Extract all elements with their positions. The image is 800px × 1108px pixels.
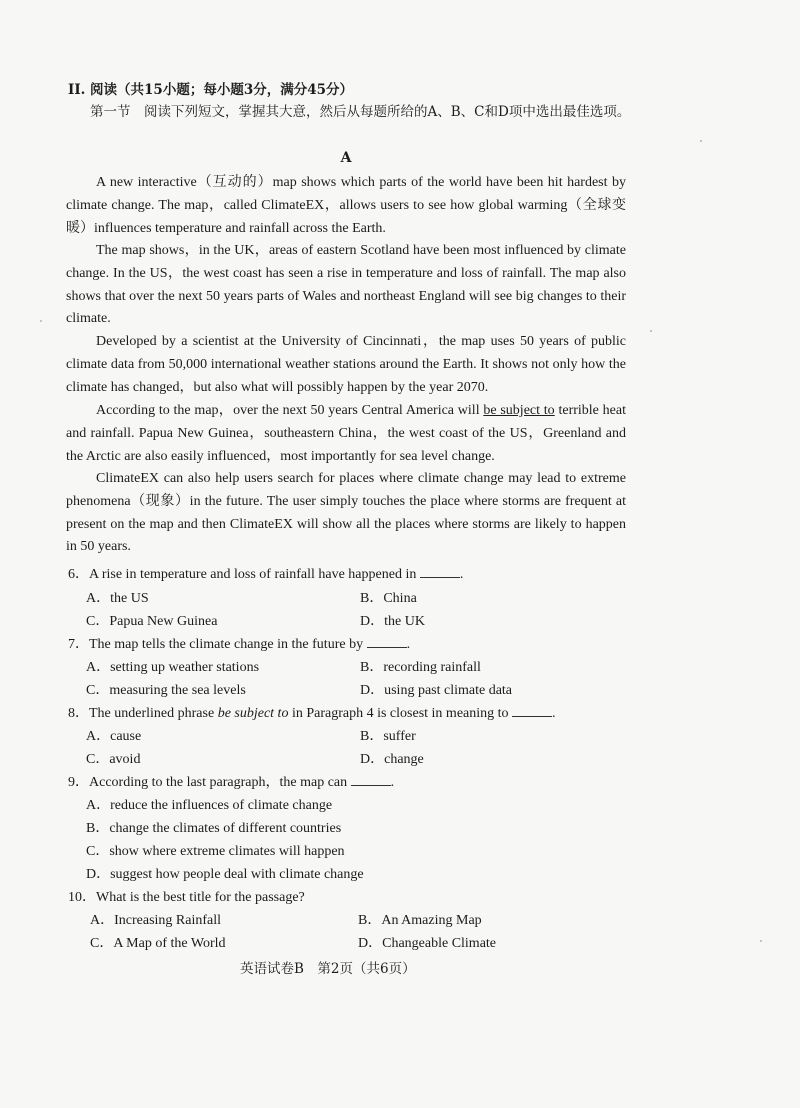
question-9 bbox=[68, 771, 394, 791]
paragraph-2: The map shows，in the UK，areas of eastern Scotland have been most influenced by climate change. In the US，the west coast has seen a rise in temperature and loss of rainfall. The map also shows that over the next 50 years parts of Wales and northeast England will see big changes to their climate. bbox=[66, 243, 626, 327]
scan-speck bbox=[700, 140, 702, 142]
q6-option-a: A．the US bbox=[86, 591, 149, 606]
answer-blank bbox=[351, 773, 391, 786]
question-8 bbox=[68, 702, 556, 722]
p4-text-before: According to the map，over the next 50 years Central America will bbox=[96, 403, 484, 418]
q10-option-d: D．Changeable Climate bbox=[358, 936, 497, 951]
q7-option-d: D．using past climate data bbox=[360, 683, 513, 698]
q6-end: . bbox=[459, 567, 464, 582]
q9-option-d: D．suggest how people deal with climate change bbox=[86, 867, 364, 882]
q9-option-a: A．reduce the influences of climate change bbox=[86, 798, 333, 813]
paragraph-5: ClimateEX can also help users search for places where climate change may lead to extreme phenomena（现象）in the future. The user simply touches the place where storms are frequent at present on the map and then ClimateEX will show all the places where storms are likely to happen in 50 years. bbox=[66, 471, 626, 555]
question-7 bbox=[68, 633, 410, 653]
q9-option-c: C．show where extreme climates will happen bbox=[86, 844, 345, 859]
p4-text-after: terrible heat and rainfall. Papua New Guinea，southeastern China，the west coast of the US，Greenland and the Arctic are also easily influenced，most importantly for sea level change. bbox=[66, 403, 626, 464]
section-instructions: 第一节 阅读下列短文，掌握其大意，然后从每题所给的A、B、C和D项中选出最佳选项。 bbox=[90, 104, 631, 120]
q8-option-c: C．avoid bbox=[86, 752, 141, 767]
passage-letter: A bbox=[340, 150, 352, 166]
q9-option-b: B．change the climates of different countries bbox=[86, 821, 342, 836]
q7-option-b: B．recording rainfall bbox=[360, 660, 481, 675]
page-footer: 英语试卷B 第2页（共6页） bbox=[240, 961, 416, 977]
scan-speck bbox=[40, 320, 42, 322]
q6-option-b: B．China bbox=[360, 591, 417, 606]
q10-option-c: C．A Map of the World bbox=[90, 936, 226, 951]
paragraph-4 bbox=[66, 400, 626, 468]
answer-blank bbox=[367, 635, 407, 648]
q7-option-c: C．measuring the sea levels bbox=[86, 683, 246, 698]
paragraph-1: A new interactive（互动的）map shows which parts of the world have been hit hardest by climate change. The map，called ClimateEX，allows users to see how global warming（全球变暖）influences temperature and rainfall across the Earth. bbox=[66, 175, 626, 236]
q9-end: . bbox=[390, 775, 395, 790]
paragraph-3: Developed by a scientist at the University of Cincinnati，the map uses 50 years of public climate data from 50,000 international weather stations around the Earth. It shows not only how the climate has changed，but also what will possibly happen by the year 2070. bbox=[66, 334, 626, 395]
q8-option-d: D．change bbox=[360, 752, 424, 767]
q10-option-b: B．An Amazing Map bbox=[358, 913, 482, 928]
question-10: 10．What is the best title for the passage? bbox=[68, 890, 305, 905]
q6-option-c: C．Papua New Guinea bbox=[86, 614, 218, 629]
answer-blank bbox=[512, 704, 552, 717]
q6-stem: 6．A rise in temperature and loss of rainfall have happened in bbox=[68, 567, 417, 582]
answer-blank bbox=[420, 565, 460, 578]
q10-option-a: A．Increasing Rainfall bbox=[90, 913, 222, 928]
q8-stem-phrase: be subject to bbox=[217, 706, 289, 721]
q7-option-a: A．setting up weather stations bbox=[86, 660, 260, 675]
q9-stem: 9．According to the last paragraph，the map can bbox=[68, 775, 348, 790]
question-6 bbox=[68, 563, 463, 583]
scan-speck bbox=[760, 940, 762, 942]
q8-stem-b: in Paragraph 4 is closest in meaning to bbox=[288, 706, 509, 721]
q8-option-a: A．cause bbox=[86, 729, 142, 744]
q8-stem-a: 8．The underlined phrase bbox=[68, 706, 218, 721]
q8-option-b: B．suffer bbox=[360, 729, 416, 744]
q7-stem: 7．The map tells the climate change in the future by bbox=[68, 637, 364, 652]
q6-option-d: D．the UK bbox=[360, 614, 425, 629]
section-title: II. 阅读（共15小题；每小题3分，满分45分） bbox=[68, 82, 353, 98]
underlined-phrase: be subject to bbox=[483, 403, 555, 418]
scan-speck bbox=[650, 330, 652, 332]
q7-end: . bbox=[406, 637, 411, 652]
q8-end: . bbox=[552, 706, 556, 721]
